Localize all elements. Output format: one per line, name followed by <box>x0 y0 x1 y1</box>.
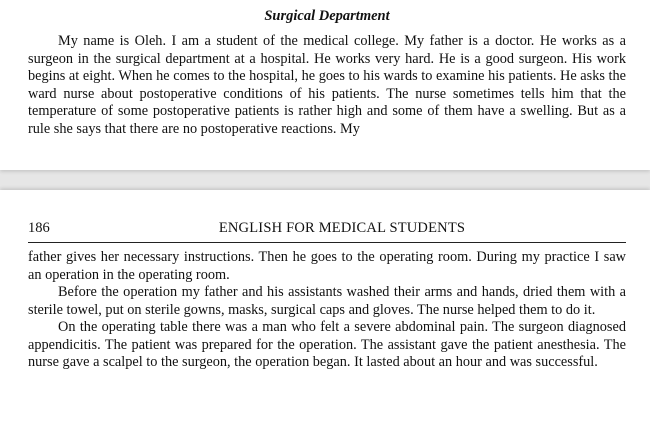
bottom-page <box>0 190 650 424</box>
running-title: ENGLISH FOR MEDICAL STUDENTS <box>218 220 466 236</box>
page-number: 186 <box>28 220 50 236</box>
running-head <box>28 218 626 243</box>
section-title: Surgical Department <box>264 8 390 24</box>
paragraph-continued: father gives her necessary instructions. Then he goes to the operating room. During my practice I saw an operation in the operating room. <box>28 249 626 283</box>
paragraph: My name is Oleh. I am a student of the medical college. My father is a doctor. He works as a surgeon in the surgical department at a hospital. He works very hard. He is a good surgeon. His work begins at eight. When he comes to the hospital, he goes to his wards to examine his patients. He asks the ward nurse about postoperative conditions of his patients. The nurse sometimes tells him that the temperature of some postoperative patients is rather high and some of them have a swelling. But as a rule she says that there are no postoperative reactions. My <box>28 33 626 137</box>
top-page <box>0 0 650 170</box>
paragraph: On the operating table there was a man who felt a severe abdominal pain. The surgeon diagnosed appendicitis. The patient was prepared for the operation. The assistant gave the patient anesthesia. The nurse gave a scalpel to the surgeon, the operation began. It lasted about an hour and was successful. <box>28 319 626 370</box>
paragraph: Before the operation my father and his assistants washed their arms and hands, dried them with a sterile towel, put on sterile gowns, masks, surgical caps and gloves. The nurse helped them to do it. <box>28 284 626 318</box>
